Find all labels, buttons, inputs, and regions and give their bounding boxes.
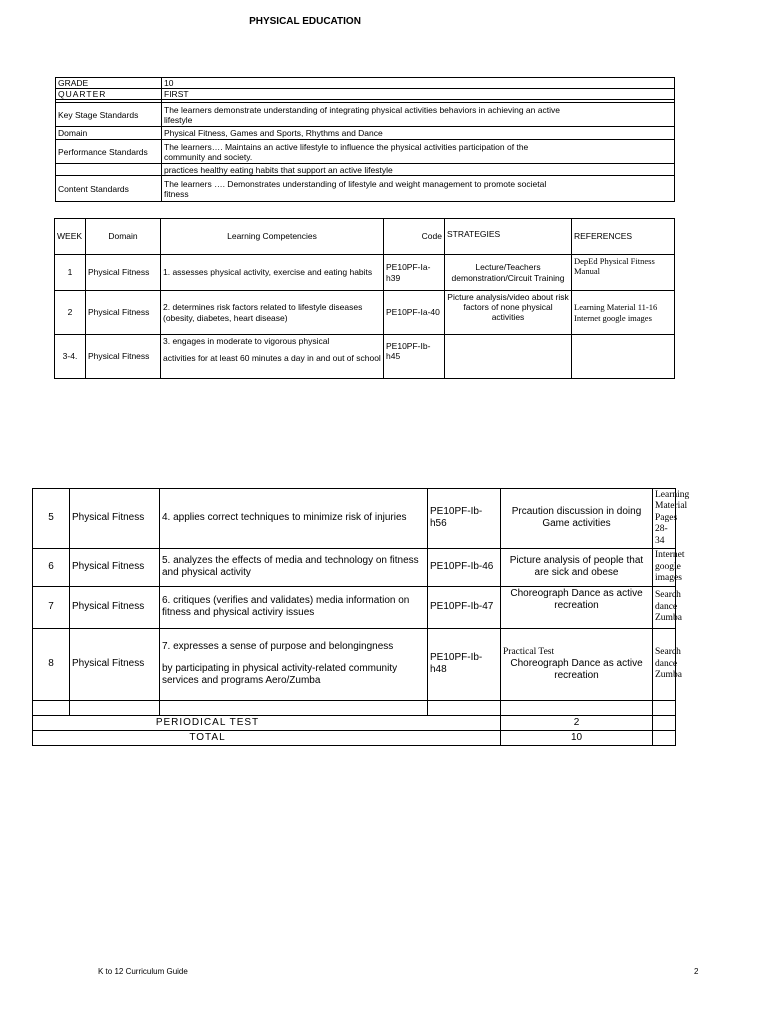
content-value: The learners …. Demonstrates understanding of lifestyle and weight management to promote societal fitness <box>164 178 547 199</box>
periodical-value: 2 <box>501 715 653 730</box>
competency-table-2 <box>32 488 690 746</box>
competency-cell-line-2: by participating in physical activity-related community services and programs Aero/Zumba <box>162 663 398 687</box>
header-competencies: Learning Competencies <box>161 219 384 255</box>
key-stage-row <box>56 103 675 127</box>
table-row <box>55 255 675 291</box>
domain-label: Domain <box>56 127 162 140</box>
domain-cell: Physical Fitness <box>86 255 161 291</box>
code-cell: PE10PF-Ia-h39 <box>384 255 445 291</box>
week-cell: 2 <box>55 291 86 335</box>
domain-cell: Physical Fitness <box>70 548 160 586</box>
strategy-cell: Picture analysis of people that are sick and obese <box>501 548 653 586</box>
grade-value: 10 <box>162 78 675 89</box>
reference-cell <box>572 335 675 379</box>
quarter-row <box>56 89 675 100</box>
performance-row-2 <box>56 164 675 176</box>
performance-row <box>56 140 675 164</box>
periodical-row <box>33 715 676 730</box>
domain-row <box>56 127 675 140</box>
header-code: Code <box>384 219 445 255</box>
reference-cell: Learning Material 11-16 Internet google images <box>572 291 675 335</box>
code-cell: PE10PF-Ib-47 <box>428 586 501 628</box>
content-row <box>56 176 675 202</box>
week-cell: 7 <box>33 586 70 628</box>
performance-value: The learners…. Maintains an active lifestyle to influence the physical activities participation of the community and society. <box>164 141 529 162</box>
code-cell: PE10PF-Ib-h45 <box>384 335 445 379</box>
table-row <box>33 548 676 586</box>
key-stage-value: The learners demonstrate understanding of integrating physical activities behaviors in achieving an active lifestyle <box>164 104 560 125</box>
quarter-value: FIRST <box>162 89 675 100</box>
domain-cell: Physical Fitness <box>70 628 160 700</box>
competency-cell: 1. assesses physical activity, exercise and eating habits <box>161 255 384 291</box>
grade-row <box>56 78 675 89</box>
total-label: TOTAL <box>33 730 501 745</box>
total-row <box>33 730 676 745</box>
table-header-row <box>55 219 675 255</box>
header-references: REFERENCES <box>572 219 675 255</box>
reference-cell: Internet google images <box>653 548 676 586</box>
header-strategies: STRATEGIES <box>445 219 572 255</box>
code-cell: PE10PF-Ib-h48 <box>428 628 501 700</box>
key-stage-label: Key Stage Standards <box>56 103 162 127</box>
code-cell: PE10PF-Ib-46 <box>428 548 501 586</box>
strategy-cell: Lecture/Teachers demonstration/Circuit Training <box>445 255 572 291</box>
total-value: 10 <box>501 730 653 745</box>
curriculum-info-table <box>55 77 675 202</box>
periodical-label: PERIODICAL TEST <box>33 715 501 730</box>
strategy-cell: Prcaution discussion in doing Game activities <box>501 489 653 549</box>
competency-cell: 4. applies correct techniques to minimize risk of injuries <box>160 489 428 549</box>
strategy-cell: Choreograph Dance as active recreation <box>501 586 653 628</box>
competency-cell-line-1: 3. engages in moderate to vigorous physical <box>163 336 330 346</box>
competency-cell: 5. analyzes the effects of media and technology on fitness and physical activity <box>160 548 428 586</box>
week-cell: 1 <box>55 255 86 291</box>
domain-cell: Physical Fitness <box>86 335 161 379</box>
competency-cell-line-1: 7. expresses a sense of purpose and belongingness <box>162 641 394 653</box>
domain-value: Physical Fitness, Games and Sports, Rhythms and Dance <box>162 127 675 140</box>
reference-cell: Search dance Zumba <box>653 628 676 700</box>
quarter-label: QUARTER <box>56 89 162 100</box>
page-number: 2 <box>694 967 699 976</box>
strategy-cell <box>445 335 572 379</box>
domain-cell: Physical Fitness <box>86 291 161 335</box>
week-cell: 8 <box>33 628 70 700</box>
week-cell: 5 <box>33 489 70 549</box>
table-row <box>55 291 675 335</box>
competency-cell: 6. critiques (verifies and validates) media information on fitness and physical activiry issues <box>160 586 428 628</box>
table-row <box>33 489 676 549</box>
header-domain: Domain <box>86 219 161 255</box>
header-week: WEEK <box>55 219 86 255</box>
performance-label: Performance Standards <box>56 140 162 164</box>
footer-guide-label: K to 12 Curriculum Guide <box>98 967 188 976</box>
competency-table-1 <box>54 218 675 379</box>
reference-cell: DepEd Physical Fitness Manual <box>572 255 675 291</box>
strategy-cell: Picture analysis/video about risk factors of none physical activities <box>445 291 572 335</box>
competency-cell: 2. determines risk factors related to lifestyle diseases (obesity, diabetes, heart disease) <box>161 291 384 335</box>
code-cell: PE10PF-Ib-h56 <box>428 489 501 549</box>
table-row <box>33 628 676 700</box>
empty-row <box>33 700 676 715</box>
strategy-cell-line-2: Choreograph Dance as active recreation <box>510 658 643 682</box>
code-cell: PE10PF-Ia-40 <box>384 291 445 335</box>
strategy-cell-line-1: Practical Test <box>503 646 555 657</box>
table-row <box>55 335 675 379</box>
domain-cell: Physical Fitness <box>70 489 160 549</box>
content-label: Content Standards <box>56 176 162 202</box>
page-title: PHYSICAL EDUCATION <box>249 16 361 27</box>
reference-cell: Learning Material Pages 28-34 <box>653 489 676 549</box>
competency-cell-line-2: activities for at least 60 minutes a day in and out of school <box>163 353 381 364</box>
table-row <box>33 586 676 628</box>
performance-value-2: practices healthy eating habits that support an active lifestyle <box>162 164 675 176</box>
domain-cell: Physical Fitness <box>70 586 160 628</box>
week-cell: 3-4. <box>55 335 86 379</box>
week-cell: 6 <box>33 548 70 586</box>
grade-label: GRADE <box>56 78 162 89</box>
reference-cell: Search dance Zumba <box>653 586 676 628</box>
